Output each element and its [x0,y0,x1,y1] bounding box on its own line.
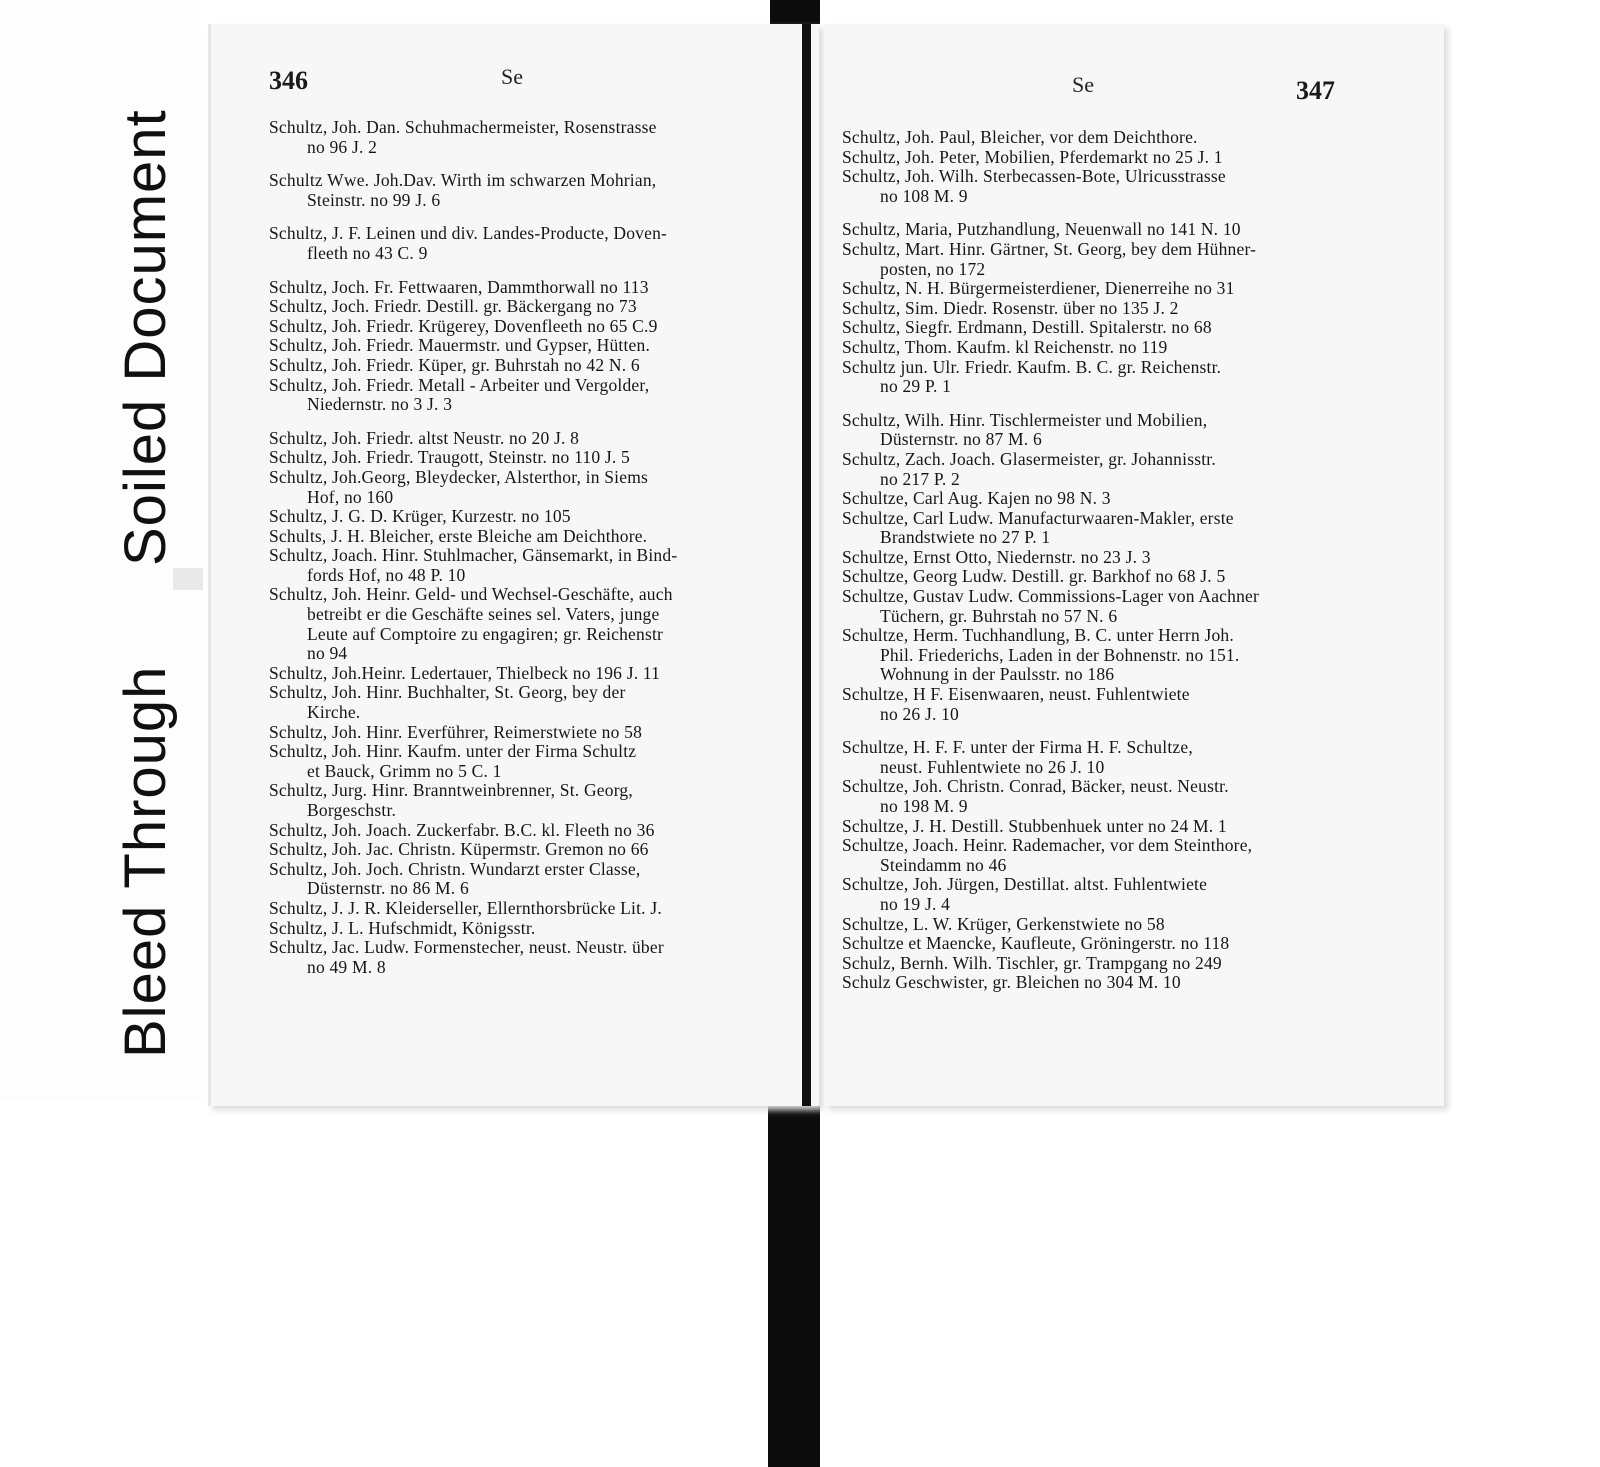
directory-entry [269,297,809,317]
entry-line: Schultz, Joach. Hinr. Stuhlmacher, Gänsemarkt, in Bind- [269,545,678,566]
entry-line: Schultz, Joch. Friedr. Destill. gr. Bäckergang no 73 [269,296,637,317]
directory-entry [842,279,1342,299]
directory-entry [269,742,809,781]
entry-continuation: Steindamm no 46 [880,854,1007,875]
entry-line: Schultz, Joh. Heinr. Geld- und Wechsel-Geschäfte, auch [269,584,673,605]
entry-line: Schultz, Siegfr. Erdmann, Destill. Spitalerstr. no 68 [842,317,1212,338]
entry-line: Schultz, J. L. Hufschmidt, Königsstr. [269,917,536,938]
entry-line: Schultz jun. Ulr. Friedr. Kaufm. B. C. gr. Reichenstr. [842,356,1222,377]
directory-entry [269,664,809,684]
entry-line: Schultz, Sim. Diedr. Rosenstr. über no 135 J. 2 [842,297,1179,318]
directory-entry [269,118,809,157]
entry-line: Schultz, J. G. D. Krüger, Kurzestr. no 105 [269,506,571,527]
entry-line: Schultz, Joh. Friedr. Küper, gr. Buhrstah no 42 N. 6 [269,354,640,375]
directory-entry [842,148,1342,168]
entry-line: Schultze, J. H. Destill. Stubbenhuek unter no 24 M. 1 [842,815,1227,836]
entry-continuation: posten, no 172 [880,258,986,279]
directory-entry [269,585,809,624]
entry-continuation: Leute auf Comptoire zu engagiren; gr. Reichenstr [307,623,664,644]
section-header: Se [1072,72,1094,97]
directory-entry [269,860,809,899]
directory-entry [842,817,1342,837]
entry-line: Schultze, Joach. Heinr. Rademacher, vor dem Steinthore, [842,835,1253,856]
entry-line: Schultz, Joh. Friedr. Krügerey, Dovenfleeth no 65 C.9 [269,315,658,336]
entry-line: Schultz, Joh. Paul, Bleicher, vor dem Deichthore. [842,127,1198,147]
spine-line [802,24,811,1106]
entry-line: Schultz, Jac. Ludw. Formenstecher, neust. Neustr. über [269,937,664,958]
directory-entry [269,919,809,939]
entry-line: Schultz, J. J. R. Kleiderseller, Ellernthorsbrücke Lit. J. [269,897,662,918]
entry-line: Schultz, Joh. Peter, Mobilien, Pferdemarkt no 25 J. 1 [842,146,1223,167]
entry-continuation: fords Hof, no 48 P. 10 [307,564,466,585]
directory-entry [842,338,1342,358]
entry-line: Schultze, Georg Ludw. Destill. gr. Barkhof no 68 J. 5 [842,566,1226,587]
entry-continuation: no 26 J. 10 [880,703,960,724]
entry-line: Schultze, Carl Aug. Kajen no 98 N. 3 [842,488,1111,509]
directory-entry [842,973,1342,993]
directory-entry [842,358,1342,397]
directory-entry [842,836,1342,875]
directory-entry [269,527,809,547]
directory-entry [269,899,809,919]
directory-entry [269,278,809,298]
entry-continuation: no 19 J. 4 [880,893,951,914]
directory-entry [842,915,1342,935]
directory-entry [269,683,809,722]
entry-continuation: Hof, no 160 [307,486,394,507]
directory-entry [842,240,1342,279]
directory-entry [269,723,809,743]
directory-entry [269,356,809,376]
side-label [0,0,200,1100]
directory-entry [842,777,1342,816]
entry-line: Schultz, Joh. Hinr. Buchhalter, St. Georg, bey der [269,682,626,703]
directory-entry [269,224,809,263]
spine-top [770,0,820,24]
directory-entry [842,548,1342,568]
entry-line: Schulz, Bernh. Wilh. Tischler, gr. Trampgang no 249 [842,952,1222,973]
directory-entry [842,934,1342,954]
entry-continuation: no 29 P. 1 [880,376,952,397]
entry-continuation: no 96 J. 2 [307,136,378,157]
entry-line: Schultz, Joh. Wilh. Sterbecassen-Bote, Ulricusstrasse [842,166,1226,187]
entry-line: Schultz, Joch. Fr. Fettwaaren, Dammthorwall no 113 [269,276,649,297]
entry-continuation: neust. Fuhlentwiete no 26 J. 10 [880,756,1105,777]
directory-entry [269,507,809,527]
entry-line: Schultz, Joh. Hinr. Kaufm. unter der Firma Schultz [269,741,637,762]
entry-line: Schultze, Ernst Otto, Niedernstr. no 23 J. 3 [842,546,1151,567]
page-number: 346 [269,66,308,95]
left-page [208,24,819,1106]
entry-continuation: no 94 [307,643,348,664]
directory-entry [842,738,1342,777]
entry-continuation: no 198 M. 9 [880,796,968,816]
directory-entry [842,489,1342,509]
entry-line: Schultz, Joh. Friedr. Mauermstr. und Gypser, Hütten. [269,335,651,356]
entry-continuation: Düsternstr. no 86 M. 6 [307,878,469,899]
entry-line: Schultz, Joh. Friedr. Metall - Arbeiter und Vergolder, [269,374,650,395]
entry-line: Schultz, Jurg. Hinr. Branntweinbrenner, St. Georg, [269,780,633,801]
entry-line: Schultz, Maria, Putzhandlung, Neuenwall no 141 N. 10 [842,219,1241,240]
entry-line: Schultze, L. W. Krüger, Gerkenstwiete no 58 [842,913,1165,934]
directory-entry [269,546,809,585]
entry-line: Schultz, Joh.Georg, Bleydecker, Alsterthor, in Siems [269,466,649,487]
entry-continuation: et Bauck, Grimm no 5 C. 1 [307,760,502,781]
directory-entry [842,875,1342,914]
page-number: 347 [1296,76,1335,105]
entry-line: Schultz, Wilh. Hinr. Tischlermeister und Mobilien, [842,409,1208,430]
entry-continuation: Kirche. [307,702,361,723]
book-spread [208,24,1448,1106]
directory-entry [842,128,1342,148]
directory-entry [842,318,1342,338]
directory-entry [842,220,1342,240]
spine-bottom [768,1106,820,1467]
entry-continuation: no 49 M. 8 [307,956,386,977]
directory-entry [269,468,809,507]
directory-entry [842,450,1342,489]
directory-entry [842,167,1342,206]
entry-line: Schultz, J. F. Leinen und div. Landes-Producte, Doven- [269,223,668,244]
entry-line: Schultze, Gustav Ludw. Commissions-Lager von Aachner [842,586,1260,607]
directory-entry [842,299,1342,319]
entry-line: Schultze et Maencke, Kaufleute, Gröningerstr. no 118 [842,933,1230,954]
entry-line: Schultze, Joh. Jürgen, Destillat. altst. Fuhlentwiete [842,874,1208,895]
directory-entry [842,685,1342,724]
directory-entry [842,509,1342,548]
entry-continuation: betreibt er die Geschäfte seines sel. Vaters, junge [307,604,660,625]
entry-line: Schultz, Joh. Joach. Zuckerfabr. B.C. kl. Fleeth no 36 [269,819,655,840]
directory-entry [269,781,809,820]
entry-line: Schultze, H F. Eisenwaaren, neust. Fuhlentwiete [842,684,1190,705]
entry-continuation: no 217 P. 2 [880,468,960,489]
label-soiled-document: Soiled Document [113,109,178,566]
entry-line: Schultz, Thom. Kaufm. kl Reichenstr. no 119 [842,336,1168,357]
directory-entry [842,411,1342,450]
entry-continuation: Wohnung in der Paulsstr. no 186 [880,664,1115,685]
entry-line: Schultz Wwe. Joh.Dav. Wirth im schwarzen Mohrian, [269,170,657,191]
directory-entry [269,644,809,664]
entry-continuation: Phil. Friederichs, Laden in der Bohnenstr. no 151. [880,644,1240,665]
entry-line: Schulz Geschwister, gr. Bleichen no 304 M. 10 [842,972,1181,993]
directory-entry [842,665,1342,685]
directory-entry [842,954,1342,974]
entry-line: Schultz, Joh. Hinr. Everführer, Reimerstwiete no 58 [269,721,643,742]
entry-line: Schultz, Joh. Jac. Christn. Küpermstr. Gremon no 66 [269,839,649,860]
entry-line: Schultz, Mart. Hinr. Gärtner, St. Georg, bey dem Hühner- [842,238,1257,259]
entry-continuation: Düsternstr. no 87 M. 6 [880,429,1042,450]
directory-entry [269,171,809,210]
directory-entry [842,587,1342,626]
directory-entry [269,821,809,841]
entry-continuation: Steinstr. no 99 J. 6 [307,189,441,210]
entry-continuation: Niedernstr. no 3 J. 3 [307,394,453,415]
entry-line: Schultz, Zach. Joach. Glasermeister, gr. Johannisstr. [842,448,1216,469]
directory-entry [269,376,809,415]
entry-line: Schultze, Carl Ludw. Manufacturwaaren-Makler, erste [842,507,1234,528]
directory-entry [269,625,809,645]
entry-continuation: no 108 M. 9 [880,185,968,206]
entry-list [842,128,1342,993]
directory-entry [269,938,809,977]
entry-line: Schultz, Joh.Heinr. Ledertauer, Thielbeck no 196 J. 11 [269,662,661,683]
label-divider [173,568,203,590]
entry-line: Schultz, N. H. Bürgermeisterdiener, Dienerreihe no 31 [842,278,1235,299]
entry-list [269,118,809,977]
entry-line: Schultze, H. F. F. unter der Firma H. F. Schultze, [842,737,1193,758]
directory-entry [269,336,809,356]
entry-continuation: fleeth no 43 C. 9 [307,242,428,263]
label-bleed-through: Bleed Through [113,665,178,1058]
entry-line: Schultz, Joh. Friedr. Traugott, Steinstr. no 110 J. 5 [269,447,630,468]
entry-continuation: Borgeschstr. [307,800,397,820]
directory-entry [269,429,809,449]
right-page [824,24,1444,1106]
directory-entry [269,317,809,337]
entry-line: Schults, J. H. Bleicher, erste Bleiche am Deichthore. [269,525,648,546]
entry-line: Schultze, Joh. Christn. Conrad, Bäcker, neust. Neustr. [842,776,1229,797]
directory-entry [842,567,1342,587]
directory-entry [842,626,1342,665]
entry-continuation: Brandstwiete no 27 P. 1 [880,527,1051,548]
entry-line: Schultze, Herm. Tuchhandlung, B. C. unter Herrn Joh. [842,625,1234,646]
entry-line: Schultz, Joh. Friedr. altst Neustr. no 20 J. 8 [269,427,580,448]
directory-entry [269,448,809,468]
entry-line: Schultz, Joh. Dan. Schuhmachermeister, Rosenstrasse [269,117,657,137]
entry-line: Schultz, Joh. Joch. Christn. Wundarzt erster Classe, [269,858,641,879]
section-header: Se [501,64,523,89]
entry-continuation: Tüchern, gr. Buhrstah no 57 N. 6 [880,605,1118,626]
directory-entry [269,840,809,860]
